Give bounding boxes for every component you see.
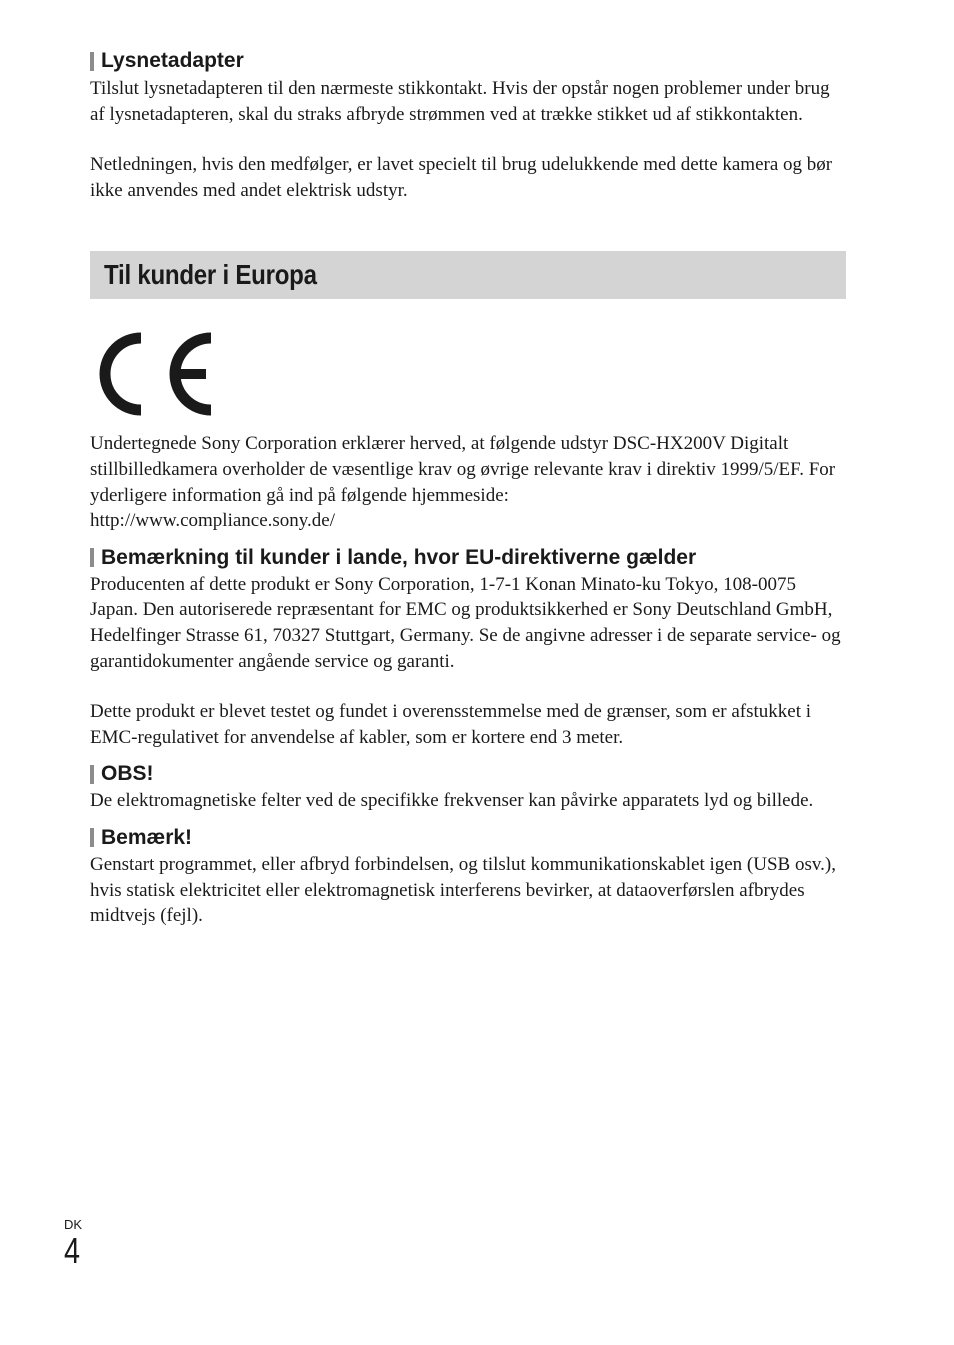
obs-heading-text: OBS! bbox=[101, 762, 154, 786]
page-number: 4 bbox=[64, 1230, 81, 1271]
lysnetadapter-heading-text: Lysnetadapter bbox=[101, 49, 244, 72]
heading-marker bbox=[90, 548, 94, 567]
eu-notice-heading-text: Bemærkning til kunder i lande, hvor EU-direktiverne gælder bbox=[101, 545, 697, 569]
heading-marker bbox=[90, 828, 94, 847]
page-footer bbox=[64, 1218, 84, 1270]
language-code: DK bbox=[64, 1217, 83, 1232]
eu-notice-paragraph-1: Producenten af dette produkt er Sony Corporation, 1-7-1 Konan Minato-ku Tokyo, 108-0075 Japan. Den autoriserede repræsentant for EMC og produktsikkerhed er Sony Deutschland GmbH, Hedelfinger Strasse 61, 70327 Stuttgart, Germany. Se de angivne adresser i de separate service- og garantidokumenter angående service og garanti. bbox=[90, 573, 841, 672]
heading-marker bbox=[90, 765, 94, 784]
lysnetadapter-paragraph-2: Netledningen, hvis den medfølger, er lavet specielt til brug udelukkende med dette kamera og bør ikke anvendes med andet elektrisk udstyr. bbox=[90, 154, 833, 201]
bemaerk-heading bbox=[90, 825, 846, 851]
heading-marker bbox=[90, 52, 94, 71]
obs-heading bbox=[90, 761, 846, 787]
page-content bbox=[90, 48, 846, 929]
section-title: Til kunder i Europa bbox=[104, 259, 317, 291]
obs-paragraph: De elektromagnetiske felter ved de specifikke frekvenser kan påvirke apparatets lyd og billede. bbox=[90, 790, 814, 812]
ce-declaration bbox=[90, 431, 846, 533]
eu-notice-heading bbox=[90, 545, 846, 571]
compliance-url: http://www.compliance.sony.de/ bbox=[90, 510, 336, 532]
ce-declaration-text: Undertegnede Sony Corporation erklærer herved, at følgende udstyr DSC-HX200V Digitalt stillbilledkamera overholder de væsentlige krav og øvrige relevante krav i direktiv 1999/5/EF. For yderligere information gå ind på følgende hjemmeside: bbox=[90, 433, 836, 506]
ce-mark-icon bbox=[96, 331, 214, 417]
section-banner bbox=[90, 251, 846, 299]
eu-notice-paragraph-2: Dette produkt er blevet testet og fundet i overensstemmelse med de grænser, som er afstukket i EMC-regulativet for anvendelse af kabler, som er kortere end 3 meter. bbox=[90, 701, 812, 748]
lysnetadapter-heading bbox=[90, 48, 846, 74]
bemaerk-heading-text: Bemærk! bbox=[101, 825, 193, 849]
lysnetadapter-paragraph-1: Tilslut lysnetadapteren til den nærmeste stikkontakt. Hvis der opstår nogen problemer under brug af lysnetadapteren, skal du straks afbryde strømmen ved at trække stikket ud af stikkontakten. bbox=[90, 78, 830, 125]
bemaerk-paragraph: Genstart programmet, eller afbryd forbindelsen, og tilslut kommunikationskablet igen (USB osv.), hvis statisk elektricitet eller elektromagnetisk interferens bevirker, at dataoverførslen afbrydes midtvejs (fejl). bbox=[90, 853, 836, 927]
